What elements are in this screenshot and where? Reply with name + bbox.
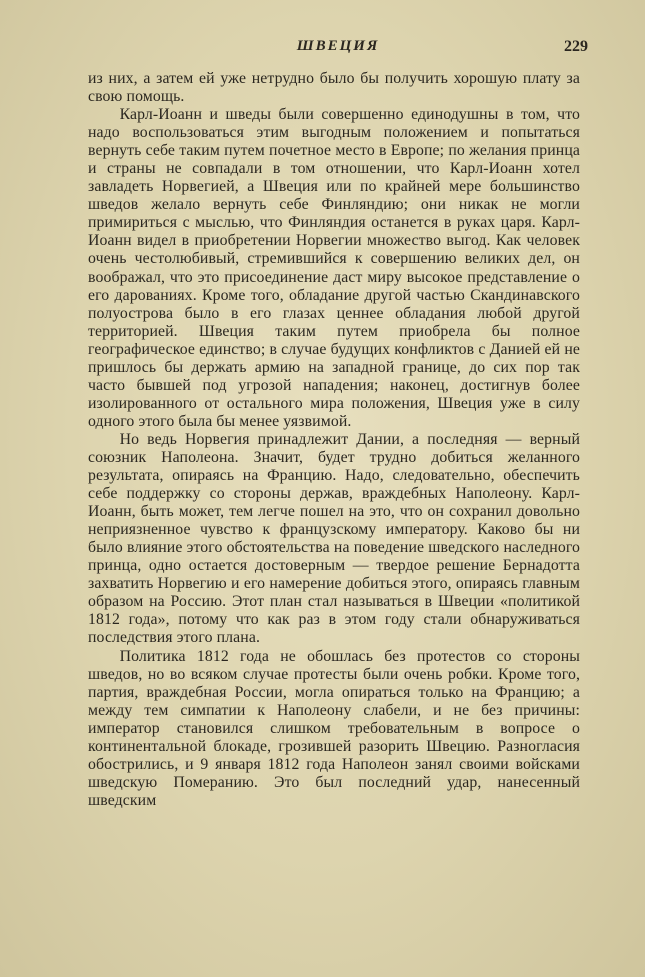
running-title: ШВЕЦИЯ [296,38,380,54]
page-header [88,38,588,64]
paragraph-continuation: из них, а затем ей уже нетрудно было бы получить хорошую плату за свою помощь. [88,70,580,106]
paragraph: Политика 1812 года не обошлась без протестов со стороны шведов, но во всяком случае протесты были очень робки. Кроме того, партия, враждебная России, могла опираться только на Францию; а между тем симпатии к Наполеону слабели, и не без причины: император становился слишком требовательным в вопросе о континентальной блокаде, грозившей разорить Швецию. Разногласия обострились, и 9 января 1812 года Наполеон занял своими войсками шведскую Померанию. Это был последний удар, нанесенный шведским [88,647,580,809]
paragraph: Карл-Иоанн и шведы были совершенно единодушны в том, что надо воспользоваться этим выгодным положением и попытаться вернуть себе таким путем почетное место в Европе; по желания принца и страны не совпадали в том отношении, что Карл-Иоанн хотел завладеть Норвегией, а Швеция или по крайней мере большинство шведов желало вернуть себе Финляндию; они никак не могли примириться с мыслью, что Финляндия останется в руках царя. Карл-Иоанн видел в приобретении Норвегии множество выгод. Как человек очень честолюбивый, стремившийся к совершению великих дел, он воображал, что это присоединение даст миру высокое представление о его дарованиях. Кроме того, обладание другой частью Скандинавского полуострова было в его глазах ценнее обладания любой другой территорией. Швеция таким путем приобрела бы полное географическое единство; в случае будущих конфликтов с Данией ей не пришлось бы держать армию на западной границе, до сих пор так часто бывшей под угрозой нападения; наконец, достигнув более изолированного от остального мира положения, Швеция уже в силу одного этого была бы менее уязвимой. [88,106,580,430]
page-number: 229 [564,38,588,55]
paragraph: Но ведь Норвегия принадлежит Дании, а последняя — верный союзник Наполеона. Значит, будет трудно добиться желанного результата, опираясь на Францию. Надо, следовательно, обеспечить себе поддержку со стороны держав, враждебных Наполеону. Карл-Иоанн, быть может, тем легче пошел на это, что он сохранил довольно неприязненное чувство к французскому императору. Каково бы ни было влияние этого обстоятельства на поведение шведского наследного принца, одно остается достоверным — твердое решение Бернадотта захватить Норвегию и его намерение добиться этого, опираясь главным образом на Россию. Этот план стал называться в Швеции «политикой 1812 года», потому что как раз в этом году стали обнаруживаться последствия этого плана. [88,430,580,647]
body-text [88,70,580,810]
